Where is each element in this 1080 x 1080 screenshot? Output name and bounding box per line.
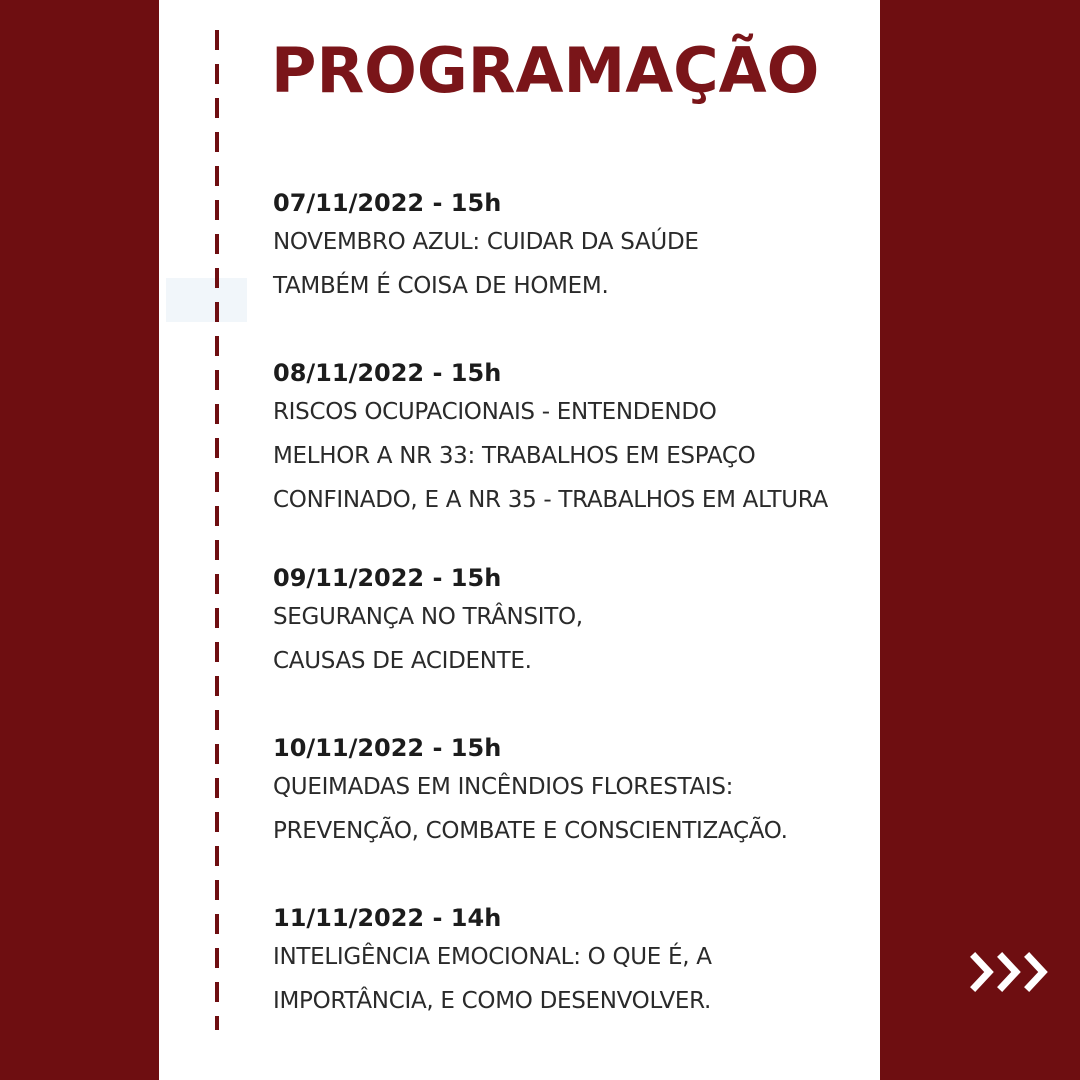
event-item-2 [273,356,828,522]
page-title: PROGRAMAÇÃO [271,34,820,107]
event-description-line: IMPORTÂNCIA, E COMO DESENVOLVER. [273,988,712,1014]
event-item-3 [273,561,583,683]
event-description-line: MELHOR A NR 33: TRABALHOS EM ESPAÇO [273,443,756,469]
triple-chevron-right-icon-graphic [969,950,1059,994]
event-date: 08/11/2022 - 15h [273,359,502,387]
highlight-block [166,278,247,322]
schedule-panel [159,0,880,1080]
event-description-line: TAMBÉM É COISA DE HOMEM. [273,273,609,299]
event-description-line: INTELIGÊNCIA EMOCIONAL: O QUE É, A [273,944,712,970]
event-item-4 [273,731,788,853]
triple-chevron-right-icon[interactable] [969,950,1059,994]
event-description [273,765,788,853]
event-item-5 [273,901,712,1023]
event-description-line: SEGURANÇA NO TRÂNSITO, [273,604,583,630]
event-description [273,595,583,683]
event-date: 10/11/2022 - 15h [273,734,502,762]
event-description-line: PREVENÇÃO, COMBATE E CONSCIENTIZAÇÃO. [273,818,788,844]
event-description-line: CONFINADO, E A NR 35 - TRABALHOS EM ALTURA [273,487,828,513]
event-description-line: RISCOS OCUPACIONAIS - ENTENDENDO [273,399,717,425]
event-description [273,220,699,308]
dashed-timeline [215,30,219,1030]
event-description [273,935,712,1023]
event-date: 11/11/2022 - 14h [273,904,502,932]
event-description-line: NOVEMBRO AZUL: CUIDAR DA SAÚDE [273,229,699,255]
event-date: 09/11/2022 - 15h [273,564,502,592]
event-description [273,390,828,522]
event-description-line: CAUSAS DE ACIDENTE. [273,648,532,674]
event-date: 07/11/2022 - 15h [273,189,502,217]
event-description-line: QUEIMADAS EM INCÊNDIOS FLORESTAIS: [273,774,734,800]
event-item-1 [273,186,699,308]
